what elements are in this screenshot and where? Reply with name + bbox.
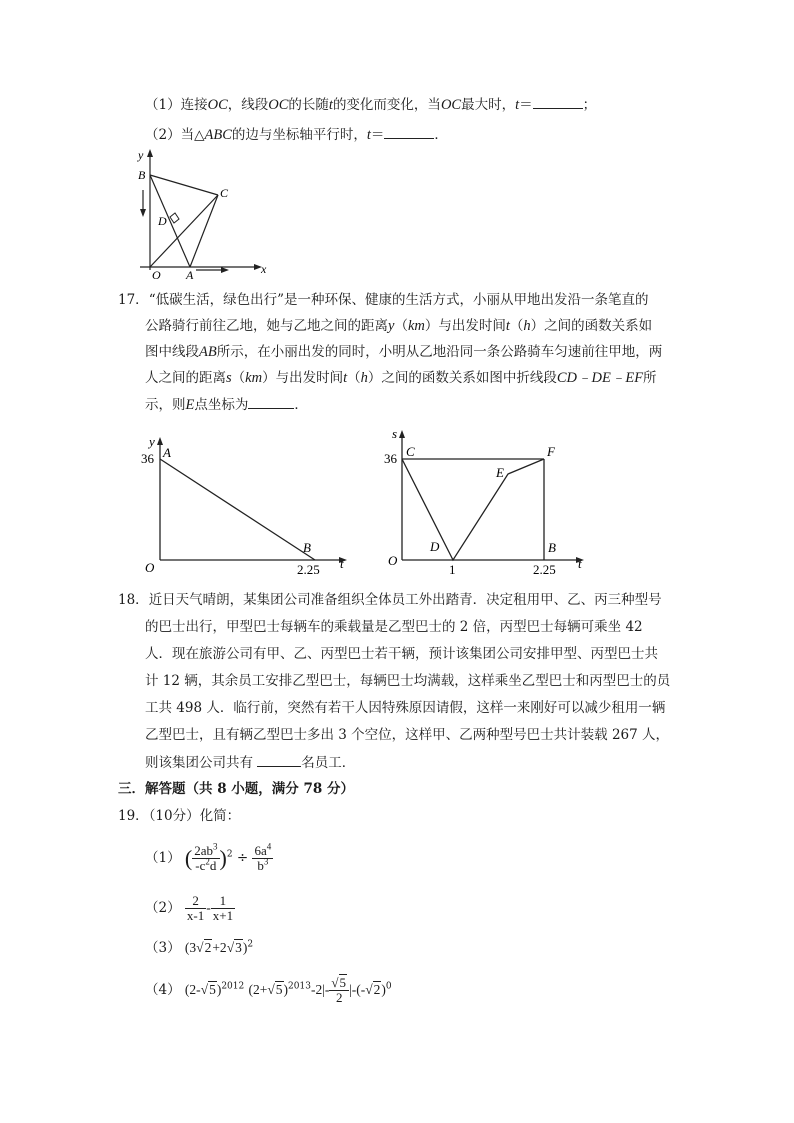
q16-sub1: （1）连接OC，线段OC的长随t的变化而变化，当OC最大时，t＝ ； <box>145 94 596 115</box>
svg-text:36: 36 <box>384 451 397 466</box>
svg-text:E: E <box>496 465 504 480</box>
svg-text:B: B <box>303 540 311 555</box>
svg-text:y: y <box>149 434 155 449</box>
svg-text:2.25: 2.25 <box>533 562 556 577</box>
q16-figure <box>130 145 270 280</box>
label-x: x <box>261 262 267 276</box>
svg-text:O: O <box>145 560 155 575</box>
svg-text:D: D <box>430 539 440 554</box>
answer-blank[interactable] <box>533 94 583 109</box>
q19-p2: （2） $\frac{2}{x-1}$ - $\frac{1}{x+1}$ <box>145 893 234 923</box>
svg-text:C: C <box>406 444 415 459</box>
q17-graph2 <box>380 425 595 577</box>
segment-AB <box>160 459 315 560</box>
label-B: B <box>138 168 146 182</box>
q17-line1: 17．“低碳生活，绿色出行”是一种环保、健康的生活方式，小丽从甲地出发沿一条笔直的 <box>118 292 649 308</box>
q18-line3: 人．现在旅游公司有甲、乙、丙型巴士若干辆，预计该集团公司安排甲型、丙型巴士共 <box>145 646 658 662</box>
q17-line3: 图中线段AB所示，在小丽出发的同时，小明从乙地沿同一条公路骑车匀速前往甲地，两 <box>145 344 663 360</box>
q19-p1: （1） ( $\frac{2ab^3}{-c^2d}$ )$^2$ ÷ $\frac{6a^4}{b^3}$ <box>145 841 272 873</box>
q18-line6: 乙型巴士，且有辆乙型巴士多出 3 个空位，这样甲、乙两种型号巴士共计装载 267 人， <box>145 727 670 743</box>
answer-blank[interactable] <box>257 752 301 767</box>
q19-head: 19．（10分）化简： <box>118 808 241 824</box>
q18-line7: 则该集团公司共有 名员工． <box>145 752 355 773</box>
svg-text:O: O <box>388 553 398 568</box>
q16-sub2: （2）当△ABC的边与坐标轴平行时，t＝ ． <box>145 124 448 145</box>
q17-line5: 示，则E点坐标为 ． <box>145 394 308 415</box>
label-D: D <box>158 214 167 228</box>
q18-line4: 计 12 辆，其余员工安排乙型巴士，每辆巴士均满载，这样乘坐乙型巴士和丙型巴士的员 <box>145 673 671 689</box>
svg-text:t: t <box>578 556 582 571</box>
svg-text:t: t <box>340 556 344 571</box>
svg-text:F: F <box>547 444 555 459</box>
q19-p4: （4） $(2-√5)^{2012}$ $(2+√5)^{2013}-2|-$ $\frac{√5}{2}$ $|-(-√2)^0$ <box>145 975 392 1005</box>
svg-text:B: B <box>548 540 556 555</box>
answer-blank[interactable] <box>384 124 434 139</box>
svg-text:A: A <box>163 445 171 460</box>
label-C: C <box>220 186 229 200</box>
q17-graph1 <box>135 432 360 577</box>
svg-text:36: 36 <box>141 451 154 466</box>
q19-p3: （3） $(3√2+2√3)^2$ <box>145 939 254 956</box>
section-3-title: 三．解答题（共 8 小题，满分 78 分） <box>118 781 354 797</box>
label-A: A <box>186 268 194 280</box>
svg-text:s: s <box>392 426 398 441</box>
q18-line2: 的巴士出行，甲型巴士每辆车的乘载量是乙型巴士的 2 倍，丙型巴士每辆可乘坐 42 <box>145 619 643 635</box>
label-O: O <box>152 268 161 280</box>
q18-line1: 18．近日天气晴朗，某集团公司准备组织全体员工外出踏青．决定租用甲、乙、丙三种型号 <box>118 592 662 608</box>
y-axis-arrow <box>147 149 153 157</box>
q18-line5: 工共 498 人．临行前，突然有若干人因特殊原因请假，这样一来刚好可以减少租用一辆 <box>145 700 666 716</box>
polyline-CDEF <box>402 459 544 560</box>
answer-blank[interactable] <box>248 394 294 409</box>
q17-line4: 人之间的距离s（km）与出发时间t（h）之间的函数关系如图中折线段CD﹣DE﹣EF所 <box>145 370 657 386</box>
label-y: y <box>138 148 144 162</box>
q17-line2: 公路骑行前往乙地，她与乙地之间的距离y（km）与出发时间t（h）之间的函数关系如 <box>145 318 653 334</box>
svg-text:2.25: 2.25 <box>297 562 320 577</box>
svg-text:1: 1 <box>449 562 456 577</box>
